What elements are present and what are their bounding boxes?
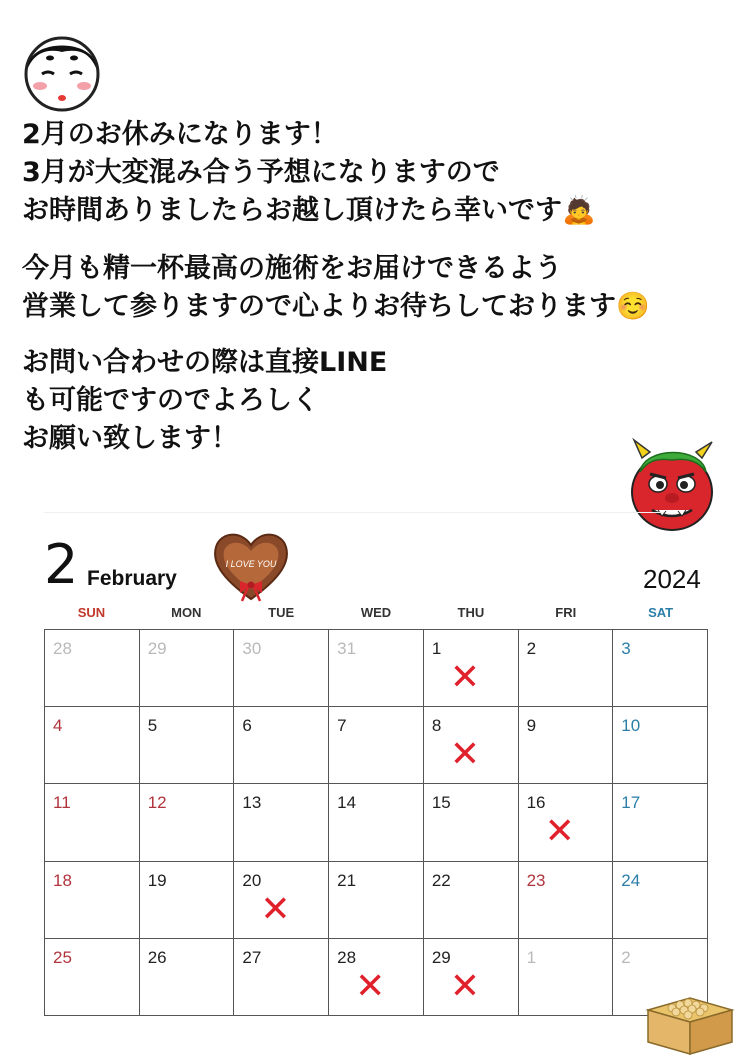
closed-mark-icon: ✕ bbox=[355, 965, 386, 1007]
calendar-day bbox=[45, 784, 140, 861]
calendar-day bbox=[519, 630, 614, 707]
calendar-day bbox=[45, 862, 140, 939]
calendar-day bbox=[45, 707, 140, 784]
calendar-day bbox=[329, 862, 424, 939]
calendar-day bbox=[519, 784, 614, 861]
weekday-thu: THU bbox=[457, 605, 485, 620]
day-number: 6 bbox=[242, 716, 252, 736]
calendar-day bbox=[424, 784, 519, 861]
weekday-sun: SUN bbox=[77, 605, 106, 620]
calendar-day bbox=[519, 939, 614, 1016]
message-line: 今月も精一杯最高の施術をお届けできるよう bbox=[22, 253, 562, 284]
calendar-day bbox=[613, 630, 708, 707]
calendar-day bbox=[613, 784, 708, 861]
day-number: 14 bbox=[337, 793, 357, 813]
message-line: 2月のお休みになります！ bbox=[22, 119, 338, 150]
day-number: 8 bbox=[431, 716, 442, 736]
day-number: 1 bbox=[526, 947, 537, 967]
calendar-day bbox=[234, 630, 329, 707]
day-number: 16 bbox=[526, 793, 546, 813]
okame-mask-icon bbox=[20, 18, 104, 114]
day-number: 29 bbox=[431, 947, 451, 967]
day-number: 3 bbox=[621, 639, 631, 658]
calendar-day bbox=[234, 784, 329, 861]
closed-mark-icon: ✕ bbox=[260, 888, 291, 930]
chocolate-heart-icon bbox=[210, 525, 292, 607]
message-block-2 bbox=[22, 250, 650, 326]
calendar-day bbox=[45, 939, 140, 1016]
calendar-day bbox=[234, 939, 329, 1016]
calendar-day bbox=[140, 939, 235, 1016]
message-block-1 bbox=[22, 116, 596, 230]
message-line: 3月が大変混み合う予想になりますので bbox=[22, 157, 500, 188]
calendar-day bbox=[45, 630, 140, 707]
day-number: 12 bbox=[147, 793, 167, 813]
calendar-day bbox=[613, 707, 708, 784]
calendar-day bbox=[329, 707, 424, 784]
day-number: 22 bbox=[431, 870, 451, 890]
calendar-day bbox=[424, 862, 519, 939]
day-number: 29 bbox=[147, 639, 167, 658]
calendar-day bbox=[329, 784, 424, 861]
red-oni-icon bbox=[622, 436, 722, 536]
closed-mark-icon: ✕ bbox=[449, 657, 481, 698]
day-number: 28 bbox=[53, 639, 72, 658]
calendar-day bbox=[140, 784, 235, 861]
day-number: 2 bbox=[621, 947, 631, 967]
calendar-day bbox=[613, 862, 708, 939]
message-line: お問い合わせの際は直接LINE bbox=[22, 347, 388, 378]
day-number: 17 bbox=[621, 793, 641, 813]
weekday-tue: TUE bbox=[268, 605, 295, 620]
weekday-fri: FRI bbox=[555, 605, 577, 620]
day-number: 21 bbox=[337, 870, 357, 890]
day-number: 13 bbox=[242, 793, 262, 813]
day-number: 24 bbox=[621, 870, 641, 890]
calendar-day bbox=[424, 630, 519, 707]
calendar-grid bbox=[44, 629, 708, 1016]
weekday-mon: MON bbox=[171, 605, 202, 620]
calendar-day bbox=[140, 630, 235, 707]
day-number: 26 bbox=[147, 947, 167, 967]
calendar-day bbox=[140, 707, 235, 784]
closed-mark-icon: ✕ bbox=[449, 965, 481, 1007]
day-number: 2 bbox=[526, 639, 537, 658]
message-line: お願い致します！ bbox=[22, 423, 238, 454]
month-number: 2 bbox=[44, 533, 79, 596]
closed-mark-icon: ✕ bbox=[449, 734, 481, 776]
weekday-wed: WED bbox=[360, 605, 392, 620]
closed-mark-icon: ✕ bbox=[544, 811, 575, 853]
day-number: 4 bbox=[53, 716, 63, 736]
month-name: February bbox=[87, 567, 177, 590]
day-number: 30 bbox=[242, 639, 262, 658]
day-number: 7 bbox=[337, 716, 347, 736]
calendar-day bbox=[424, 707, 519, 784]
day-number: 20 bbox=[242, 870, 262, 890]
calendar-day bbox=[424, 939, 519, 1016]
calendar-day bbox=[329, 939, 424, 1016]
weekday-sat: SAT bbox=[648, 605, 674, 620]
day-number: 1 bbox=[431, 639, 442, 658]
message-line: 営業して参りますので心よりお待ちしております☺️ bbox=[22, 291, 650, 322]
day-number: 5 bbox=[147, 716, 158, 736]
calendar-day bbox=[519, 862, 614, 939]
masu-beans-icon bbox=[642, 988, 738, 1058]
day-number: 9 bbox=[526, 716, 537, 736]
calendar-day bbox=[234, 707, 329, 784]
day-number: 27 bbox=[242, 947, 262, 967]
day-number: 25 bbox=[53, 947, 72, 967]
day-number: 10 bbox=[621, 716, 641, 736]
day-number: 23 bbox=[526, 870, 546, 890]
calendar-day bbox=[140, 862, 235, 939]
calendar-day bbox=[519, 707, 614, 784]
day-number: 28 bbox=[337, 947, 357, 967]
weekday-header bbox=[44, 605, 708, 627]
year: 2024 bbox=[643, 564, 701, 594]
heart-text: I LOVE YOU bbox=[225, 559, 277, 569]
calendar-day bbox=[234, 862, 329, 939]
message-line: お時間ありましたらお越し頂けたら幸いです🙇 bbox=[22, 195, 596, 226]
day-number: 11 bbox=[53, 793, 71, 813]
divider bbox=[44, 512, 664, 513]
day-number: 19 bbox=[147, 870, 167, 890]
message-line: も可能ですのでよろしく bbox=[22, 385, 319, 416]
day-number: 31 bbox=[337, 639, 357, 658]
calendar-day bbox=[329, 630, 424, 707]
day-number: 15 bbox=[431, 793, 451, 813]
day-number: 18 bbox=[53, 870, 72, 890]
